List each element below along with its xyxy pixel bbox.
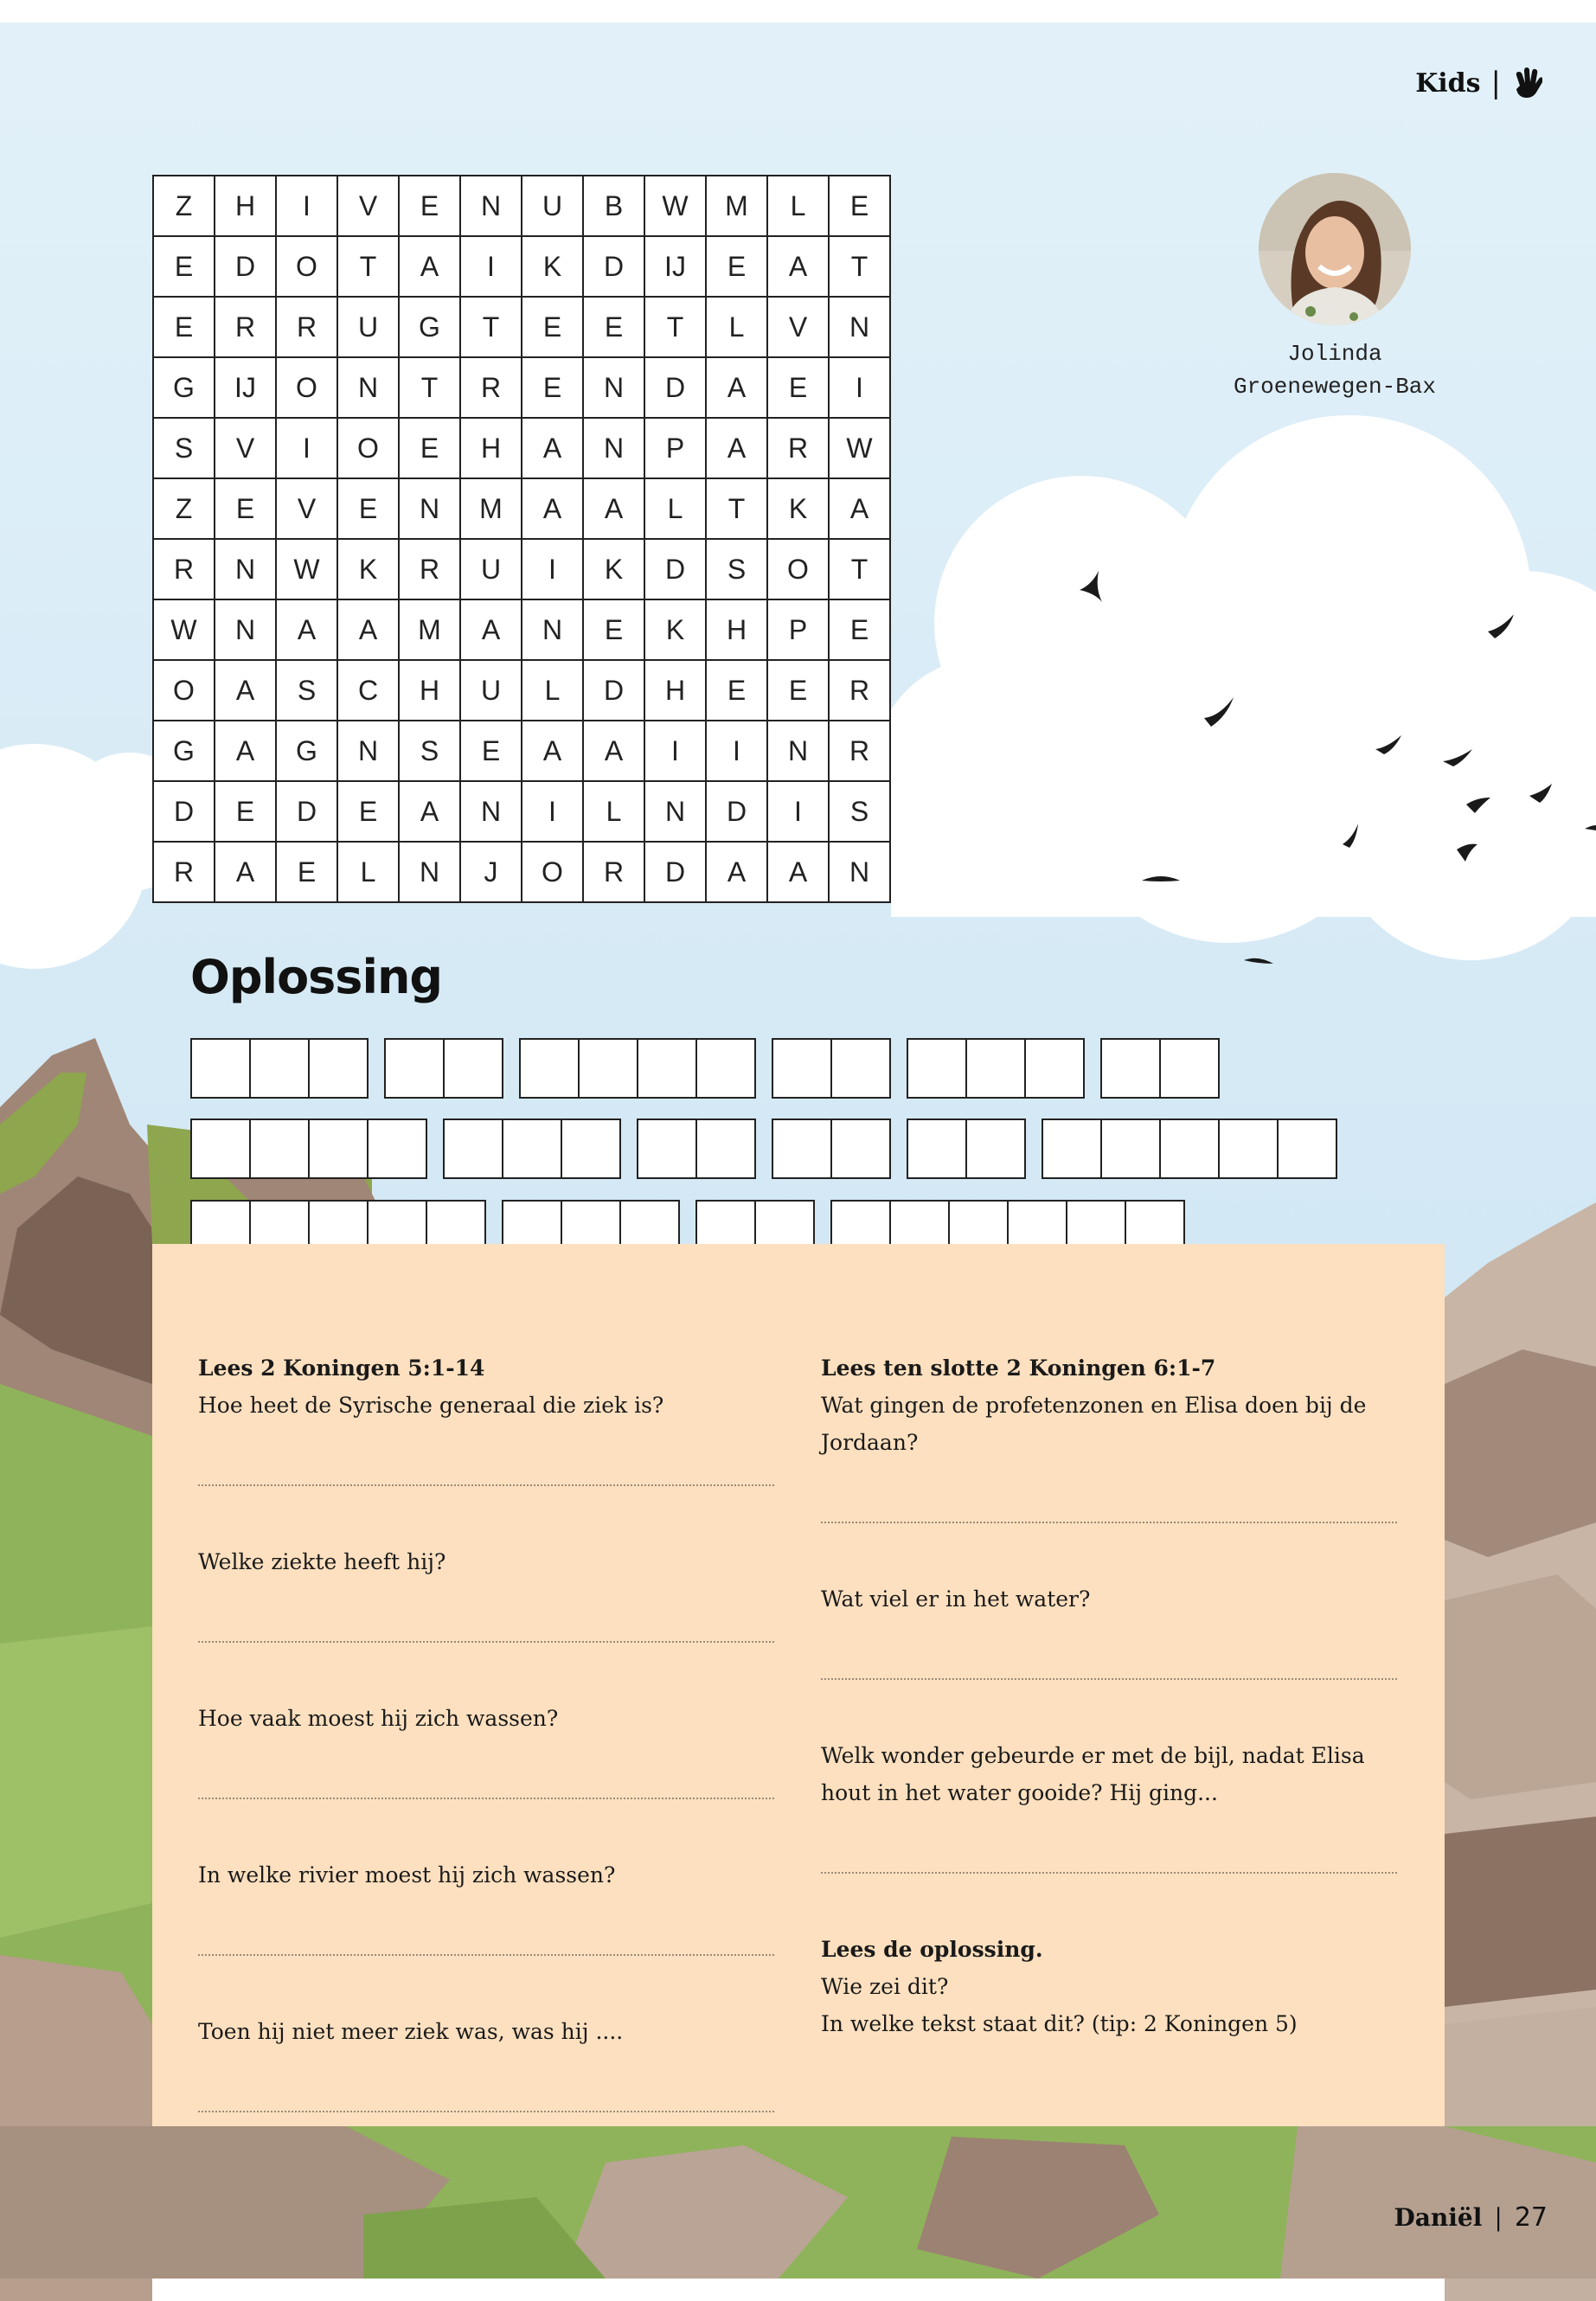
grid-letter-cell[interactable]: D — [276, 781, 337, 842]
grid-letter-cell[interactable]: A — [215, 721, 276, 781]
grid-letter-cell[interactable]: N — [460, 781, 522, 842]
solution-word — [384, 1038, 503, 1099]
grid-letter-cell[interactable]: R — [153, 842, 215, 902]
solution-word — [637, 1118, 756, 1179]
grid-letter-cell[interactable]: N — [399, 842, 460, 902]
grid-letter-cell[interactable]: J — [460, 842, 522, 902]
grid-letter-cell[interactable]: L — [644, 478, 706, 539]
solution-letter-box[interactable] — [1100, 1038, 1161, 1099]
answer-line[interactable] — [198, 1641, 774, 1643]
solution-word — [190, 1038, 369, 1099]
grid-letter-cell[interactable]: IJ — [215, 357, 276, 418]
solution-letter-box[interactable] — [695, 1038, 756, 1099]
author-portrait-image — [1259, 173, 1411, 325]
grid-row — [153, 539, 890, 599]
grid-letter-cell[interactable]: M — [460, 478, 522, 539]
grid-letter-cell[interactable]: E — [767, 357, 829, 418]
grid-row — [153, 660, 890, 721]
grid-letter-cell[interactable]: S — [153, 418, 215, 478]
grid-letter-cell[interactable]: E — [337, 478, 399, 539]
grid-letter-cell[interactable]: E — [583, 599, 644, 660]
grid-letter-cell[interactable]: A — [767, 236, 829, 297]
solution-letter-box[interactable] — [907, 1118, 967, 1179]
hand-icon — [1511, 67, 1542, 99]
grid-letter-cell[interactable]: R — [767, 418, 829, 478]
book-title: Daniël — [1394, 2203, 1483, 2232]
solution-letter-box[interactable] — [965, 1038, 1026, 1099]
grid-letter-cell[interactable]: I — [829, 357, 890, 418]
grid-row — [153, 176, 890, 236]
grid-letter-cell[interactable]: T — [829, 236, 890, 297]
grid-row — [153, 842, 890, 902]
solution-word — [772, 1038, 891, 1099]
grid-letter-cell[interactable]: E — [215, 781, 276, 842]
grid-letter-cell[interactable]: R — [215, 297, 276, 357]
grid-row — [153, 781, 890, 842]
answer-line[interactable] — [821, 1522, 1397, 1523]
question-item — [821, 1737, 1397, 1874]
grid-letter-cell[interactable]: K — [522, 236, 583, 297]
grid-letter-cell[interactable]: U — [460, 539, 522, 599]
grid-letter-cell[interactable]: K — [644, 599, 706, 660]
grid-letter-cell[interactable]: M — [399, 599, 460, 660]
grid-letter-cell[interactable]: D — [215, 236, 276, 297]
page-footer — [1394, 2202, 1548, 2233]
grid-letter-cell[interactable]: U — [460, 660, 522, 721]
grid-letter-cell[interactable]: H — [215, 176, 276, 236]
grid-row — [153, 599, 890, 660]
grid-letter-cell[interactable]: A — [276, 599, 337, 660]
grid-letter-cell[interactable]: E — [460, 721, 522, 781]
grid-letter-cell[interactable]: E — [522, 357, 583, 418]
solution-letter-box[interactable] — [443, 1118, 503, 1179]
solution-letter-box[interactable] — [190, 1038, 251, 1099]
answer-line[interactable] — [198, 2111, 774, 2112]
grid-row — [153, 357, 890, 418]
grid-letter-cell[interactable]: I — [706, 721, 767, 781]
solution-letter-box[interactable] — [1159, 1118, 1220, 1179]
question-item — [821, 1580, 1397, 1680]
grid-letter-cell[interactable]: N — [460, 176, 522, 236]
author-block — [1209, 173, 1460, 403]
section-header — [1415, 66, 1542, 100]
grid-letter-cell[interactable]: I — [522, 539, 583, 599]
solution-word — [443, 1118, 621, 1179]
grid-letter-cell[interactable]: D — [644, 842, 706, 902]
question-text: Welk wonder gebeurde er met de bijl, nadat Elisa hout in het water gooide? Hij ging... — [821, 1743, 1365, 1805]
question-text: Hoe vaak moest hij zich wassen? — [198, 1706, 559, 1731]
solution-letter-box[interactable] — [249, 1038, 310, 1099]
grid-letter-cell[interactable]: H — [399, 660, 460, 721]
grid-letter-cell[interactable]: I — [276, 176, 337, 236]
grid-row — [153, 297, 890, 357]
grid-letter-cell[interactable]: E — [399, 176, 460, 236]
grid-letter-cell[interactable]: U — [522, 176, 583, 236]
grid-letter-cell[interactable]: N — [583, 418, 644, 478]
grid-letter-cell[interactable]: D — [706, 781, 767, 842]
grid-letter-cell[interactable]: N — [399, 478, 460, 539]
question-item — [198, 2013, 774, 2112]
answer-line[interactable] — [198, 1954, 774, 1956]
solution-title: Oplossing — [190, 950, 443, 1004]
grid-letter-cell[interactable]: D — [583, 236, 644, 297]
grid-letter-cell[interactable]: O — [767, 539, 829, 599]
solution-word — [772, 1118, 891, 1179]
solution-letter-box[interactable] — [830, 1038, 891, 1099]
grid-letter-cell[interactable]: A — [460, 599, 522, 660]
grid-row — [153, 721, 890, 781]
grid-letter-cell[interactable]: Z — [153, 478, 215, 539]
question-item — [198, 1856, 774, 1956]
answer-line[interactable] — [198, 1484, 774, 1486]
solution-letter-box[interactable] — [561, 1118, 621, 1179]
grid-letter-cell[interactable]: O — [522, 842, 583, 902]
final-heading: Lees de oplossing. — [821, 1937, 1043, 1962]
grid-letter-cell[interactable]: Z — [153, 176, 215, 236]
grid-letter-cell[interactable]: N — [215, 599, 276, 660]
grid-letter-cell[interactable]: C — [337, 660, 399, 721]
solution-word — [1042, 1118, 1337, 1179]
grid-letter-cell[interactable]: V — [337, 176, 399, 236]
solution-letter-box[interactable] — [519, 1038, 580, 1099]
grid-letter-cell[interactable]: A — [215, 660, 276, 721]
solution-word — [1100, 1038, 1220, 1099]
question-item — [821, 1387, 1397, 1523]
final-line-2: In welke tekst staat dit? (tip: 2 Koningen 5) — [821, 2011, 1298, 2036]
grid-letter-cell[interactable]: A — [829, 478, 890, 539]
grid-letter-cell[interactable]: I — [522, 781, 583, 842]
grid-letter-cell[interactable]: A — [706, 842, 767, 902]
grid-letter-cell[interactable]: W — [276, 539, 337, 599]
question-item — [198, 1387, 774, 1486]
grid-letter-cell[interactable]: IJ — [644, 236, 706, 297]
grid-letter-cell[interactable]: K — [767, 478, 829, 539]
solution-letter-box[interactable] — [637, 1118, 697, 1179]
grid-letter-cell[interactable]: N — [522, 599, 583, 660]
grid-letter-cell[interactable]: E — [276, 842, 337, 902]
solution-letter-box[interactable] — [1159, 1038, 1220, 1099]
solution-letter-box[interactable] — [637, 1038, 697, 1099]
grid-letter-cell[interactable]: N — [337, 357, 399, 418]
grid-letter-cell[interactable]: S — [399, 721, 460, 781]
solution-letter-box[interactable] — [1277, 1118, 1337, 1179]
author-name — [1209, 337, 1460, 403]
answer-line[interactable] — [198, 1798, 774, 1799]
word-search-grid — [152, 175, 891, 903]
solution-word — [907, 1038, 1085, 1099]
grid-letter-cell[interactable]: W — [644, 176, 706, 236]
grid-letter-cell[interactable]: R — [829, 721, 890, 781]
grid-letter-cell[interactable]: N — [767, 721, 829, 781]
solution-letter-box[interactable] — [502, 1118, 562, 1179]
solution-letter-box[interactable] — [308, 1038, 369, 1099]
question-item — [198, 1700, 774, 1799]
final-line-1: Wie zei dit? — [821, 1974, 949, 1999]
grid-letter-cell[interactable]: T — [460, 297, 522, 357]
solution-letter-box[interactable] — [830, 1118, 891, 1179]
grid-letter-cell[interactable]: A — [337, 599, 399, 660]
grid-letter-cell[interactable]: G — [399, 297, 460, 357]
grid-letter-cell[interactable]: R — [399, 539, 460, 599]
grid-letter-cell[interactable]: U — [337, 297, 399, 357]
solution-letter-box[interactable] — [1100, 1118, 1161, 1179]
solution-letter-box[interactable] — [1218, 1118, 1279, 1179]
solution-letter-box[interactable] — [772, 1118, 832, 1179]
solution-letter-box[interactable] — [965, 1118, 1026, 1179]
grid-letter-cell[interactable]: B — [583, 176, 644, 236]
grid-letter-cell[interactable]: V — [767, 297, 829, 357]
left-question-column — [198, 1349, 774, 2170]
grid-letter-cell[interactable]: E — [337, 781, 399, 842]
grid-row — [153, 418, 890, 478]
grid-letter-cell[interactable]: L — [337, 842, 399, 902]
grid-letter-cell[interactable]: L — [583, 781, 644, 842]
grid-row — [153, 236, 890, 297]
grid-letter-cell[interactable]: G — [153, 357, 215, 418]
grid-letter-cell[interactable]: K — [583, 539, 644, 599]
grid-letter-cell[interactable]: E — [153, 236, 215, 297]
grid-letter-cell[interactable]: W — [829, 418, 890, 478]
grid-letter-cell[interactable]: D — [153, 781, 215, 842]
grid-letter-cell[interactable]: V — [276, 478, 337, 539]
grid-letter-cell[interactable]: E — [829, 599, 890, 660]
answer-line[interactable] — [821, 1678, 1397, 1680]
grid-letter-cell[interactable]: A — [522, 721, 583, 781]
question-item — [198, 1543, 774, 1643]
grid-letter-cell[interactable]: R — [583, 842, 644, 902]
grid-letter-cell[interactable]: R — [276, 297, 337, 357]
left-column-heading: Lees 2 Koningen 5:1-14 — [198, 1356, 485, 1381]
grid-letter-cell[interactable]: E — [522, 297, 583, 357]
grid-letter-cell[interactable]: A — [706, 418, 767, 478]
grid-letter-cell[interactable]: O — [276, 236, 337, 297]
grid-letter-cell[interactable]: A — [522, 478, 583, 539]
grid-letter-cell[interactable]: E — [829, 176, 890, 236]
solution-letter-box[interactable] — [1024, 1038, 1085, 1099]
right-column-heading: Lees ten slotte 2 Koningen 6:1-7 — [821, 1356, 1216, 1381]
grid-letter-cell[interactable]: I — [460, 236, 522, 297]
author-name-line-1: Jolinda — [1287, 341, 1382, 367]
grid-letter-cell[interactable]: A — [583, 478, 644, 539]
grid-letter-cell[interactable]: T — [399, 357, 460, 418]
solution-letter-box[interactable] — [384, 1038, 445, 1099]
grid-letter-cell[interactable]: A — [215, 842, 276, 902]
grid-letter-cell[interactable]: S — [706, 539, 767, 599]
grid-letter-cell[interactable]: R — [829, 660, 890, 721]
grid-letter-cell[interactable]: L — [522, 660, 583, 721]
grid-letter-cell[interactable]: D — [583, 660, 644, 721]
grid-letter-cell[interactable]: I — [644, 721, 706, 781]
grid-letter-cell[interactable]: N — [829, 297, 890, 357]
page-number: 27 — [1514, 2202, 1548, 2233]
solution-letter-box[interactable] — [907, 1038, 967, 1099]
grid-letter-cell[interactable]: G — [276, 721, 337, 781]
grid-letter-cell[interactable]: A — [767, 842, 829, 902]
grid-letter-cell[interactable]: E — [399, 418, 460, 478]
grid-letter-cell[interactable]: H — [644, 660, 706, 721]
answer-line[interactable] — [821, 1872, 1397, 1874]
footer-separator: | — [1494, 2203, 1503, 2232]
solution-row — [190, 1038, 1220, 1099]
grid-letter-cell[interactable]: A — [583, 721, 644, 781]
right-question-column — [821, 1349, 1397, 2042]
grid-letter-cell[interactable]: E — [767, 660, 829, 721]
grid-letter-cell[interactable]: N — [337, 721, 399, 781]
grid-letter-cell[interactable]: E — [215, 478, 276, 539]
grid-letter-cell[interactable]: M — [706, 176, 767, 236]
header-separator: | — [1490, 66, 1501, 100]
solution-word — [519, 1038, 756, 1099]
grid-letter-cell[interactable]: W — [153, 599, 215, 660]
question-text: Welke ziekte heeft hij? — [198, 1549, 446, 1574]
grid-letter-cell[interactable]: O — [276, 357, 337, 418]
solution-letter-box[interactable] — [695, 1118, 756, 1179]
solution-letter-box[interactable] — [249, 1118, 310, 1179]
grid-letter-cell[interactable]: H — [460, 418, 522, 478]
grid-letter-cell[interactable]: E — [706, 660, 767, 721]
question-text: Wat viel er in het water? — [821, 1586, 1091, 1612]
grid-letter-cell[interactable]: E — [583, 297, 644, 357]
grid-letter-cell[interactable]: S — [829, 781, 890, 842]
solution-word — [907, 1118, 1026, 1179]
grid-letter-cell[interactable]: G — [153, 721, 215, 781]
section-label: Kids — [1415, 67, 1481, 99]
grid-letter-cell[interactable]: S — [276, 660, 337, 721]
solution-letter-box[interactable] — [367, 1118, 427, 1179]
solution-letter-box[interactable] — [308, 1118, 369, 1179]
grid-letter-cell[interactable]: R — [153, 539, 215, 599]
grid-row — [153, 478, 890, 539]
question-text: Hoe heet de Syrische generaal die ziek is? — [198, 1393, 664, 1418]
solution-letter-box[interactable] — [443, 1038, 503, 1099]
grid-letter-cell[interactable]: T — [644, 297, 706, 357]
grid-letter-cell[interactable]: O — [153, 660, 215, 721]
grid-letter-cell[interactable]: N — [829, 842, 890, 902]
grid-letter-cell[interactable]: I — [767, 781, 829, 842]
grid-letter-cell[interactable]: N — [644, 781, 706, 842]
author-name-line-2: Groenewegen-Bax — [1233, 374, 1437, 400]
grid-letter-cell[interactable]: V — [215, 418, 276, 478]
author-photo — [1259, 173, 1411, 325]
final-block — [821, 1931, 1397, 2042]
grid-letter-cell[interactable]: P — [767, 599, 829, 660]
grid-letter-cell[interactable]: A — [399, 236, 460, 297]
grid-letter-cell[interactable]: O — [337, 418, 399, 478]
grid-letter-cell[interactable]: I — [276, 418, 337, 478]
grid-letter-cell[interactable]: T — [829, 539, 890, 599]
grid-letter-cell[interactable]: N — [583, 357, 644, 418]
question-text: Wat gingen de profetenzonen en Elisa doen bij de Jordaan? — [821, 1393, 1367, 1455]
question-text: In welke rivier moest hij zich wassen? — [198, 1862, 616, 1888]
grid-letter-cell[interactable]: E — [153, 297, 215, 357]
grid-letter-cell[interactable]: K — [337, 539, 399, 599]
grid-letter-cell[interactable]: T — [337, 236, 399, 297]
grid-letter-cell[interactable]: H — [706, 599, 767, 660]
grid-letter-cell[interactable]: A — [399, 781, 460, 842]
solution-row — [190, 1118, 1337, 1179]
grid-letter-cell[interactable]: A — [522, 418, 583, 478]
grid-letter-cell[interactable]: D — [644, 357, 706, 418]
solution-letter-box[interactable] — [578, 1038, 638, 1099]
solution-letter-box[interactable] — [190, 1118, 251, 1179]
grid-letter-cell[interactable]: L — [706, 297, 767, 357]
grid-letter-cell[interactable]: R — [460, 357, 522, 418]
grid-letter-cell[interactable]: T — [706, 478, 767, 539]
grid-letter-cell[interactable]: P — [644, 418, 706, 478]
grid-letter-cell[interactable]: A — [706, 357, 767, 418]
grid-letter-cell[interactable]: E — [706, 236, 767, 297]
solution-letter-box[interactable] — [772, 1038, 832, 1099]
grid-letter-cell[interactable]: N — [215, 539, 276, 599]
solution-word — [190, 1118, 427, 1179]
solution-letter-box[interactable] — [1042, 1118, 1102, 1179]
question-text: Toen hij niet meer ziek was, was hij .... — [198, 2019, 624, 2044]
grid-letter-cell[interactable]: L — [767, 176, 829, 236]
grid-letter-cell[interactable]: D — [644, 539, 706, 599]
